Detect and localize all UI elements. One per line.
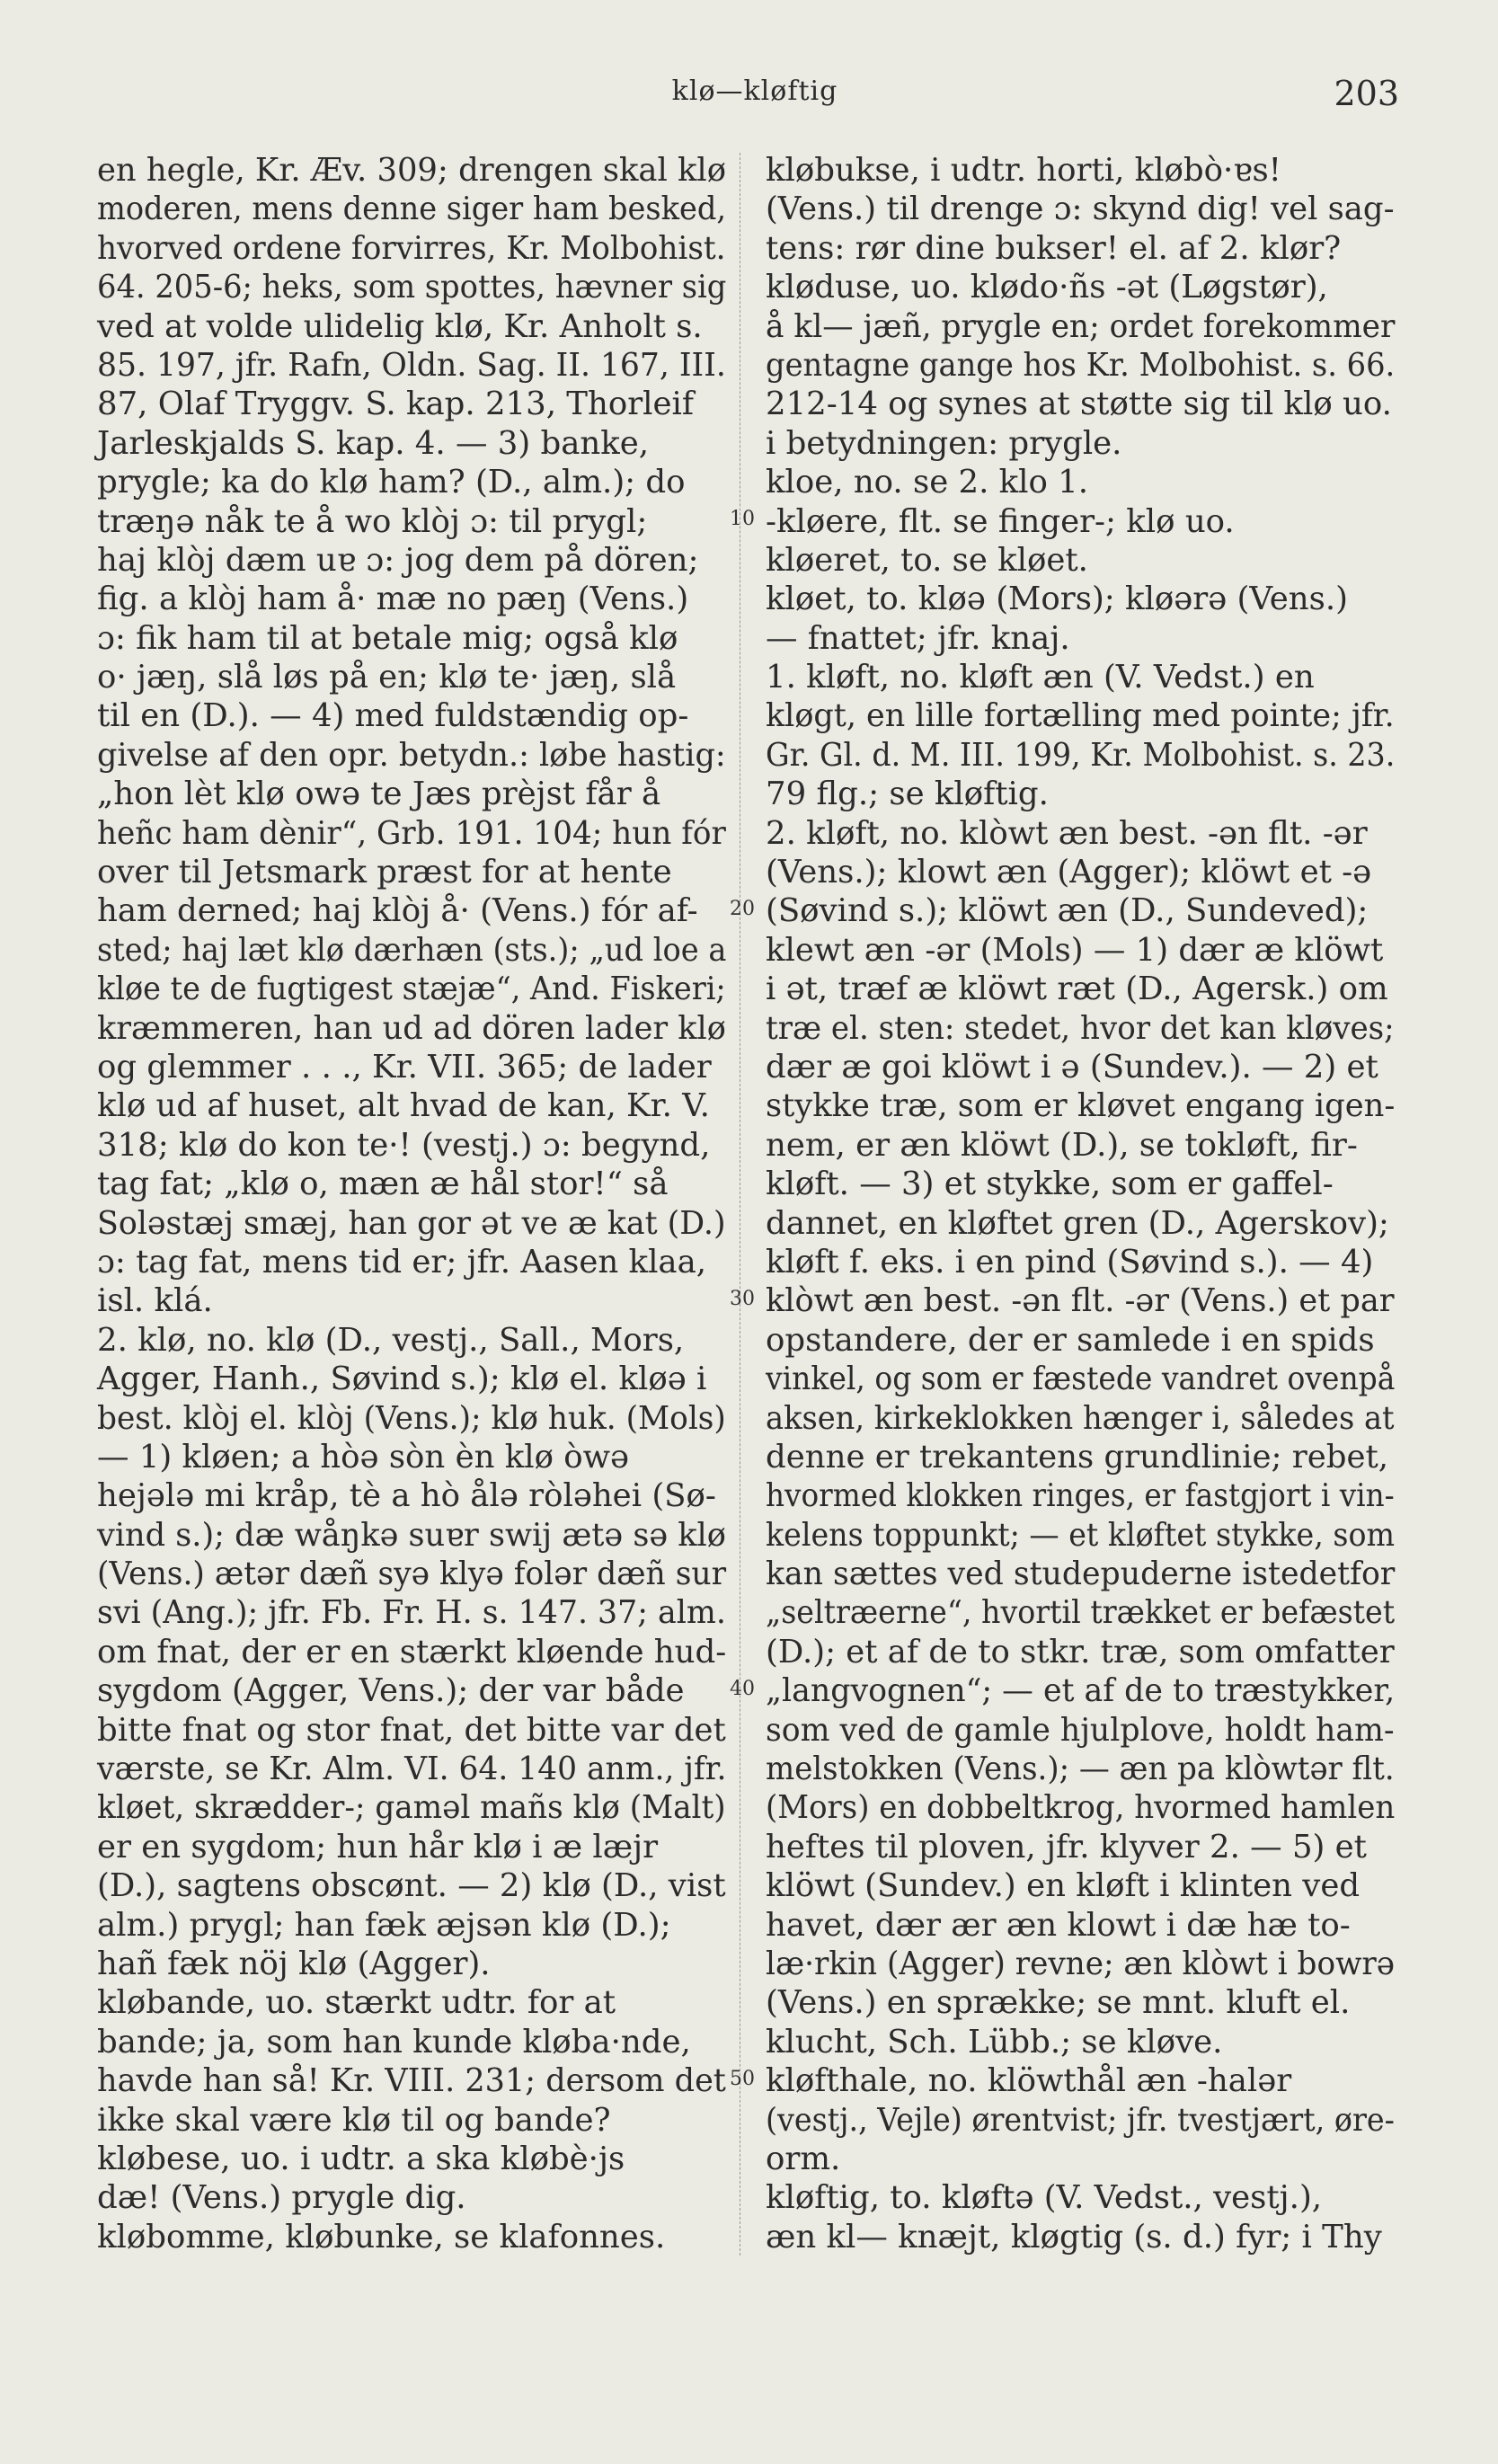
text-line: kløet, to. kløə (Mors); kløərə (Vens.) <box>766 581 1349 618</box>
left-column <box>97 151 726 2256</box>
text-line: kløeret, to. se kløet. <box>766 541 1088 579</box>
text-line: klø ud af huset, alt hvad de kan, Kr. V. <box>97 1087 710 1125</box>
text-line: tag fat; „klø o, mæn æ hål stor!“ så <box>97 1166 669 1203</box>
text-line: best. klòj el. klòj (Vens.); klø huk. (Mols) <box>97 1399 726 1437</box>
text-line: som ved de gamle hjulplove, holdt ham- <box>766 1711 1395 1749</box>
text-line: træ el. sten: stedet, hvor det kan kløves; <box>766 1009 1395 1047</box>
text-line: sted; haj læt klø dærhæn (sts.); „ud loe a <box>97 931 727 969</box>
right-column <box>766 151 1395 2256</box>
text-line: læ·rkin (Agger) revne; æn klòwt i bowrə <box>766 1945 1395 1982</box>
text-line: Soləstæj smæj, han gor ət ve æ kat (D.) <box>97 1204 726 1242</box>
text-line: kløet, skrædder-; gaməl mañs klø (Malt) <box>97 1789 726 1827</box>
text-line: givelse af den opr. betydn.: løbe hastig: <box>97 736 726 774</box>
text-line: Gr. Gl. d. M. III. 199, Kr. Molbohist. s. 23. <box>766 736 1396 774</box>
text-line: vind s.); dæ wåŋkə suɐr swij ætə sə klø <box>97 1516 726 1554</box>
text-line: ved at volde ulidelig klø, Kr. Anholt s. <box>97 307 703 345</box>
line-number: 40 <box>730 1678 755 1700</box>
text-line: 2. kløft, no. klòwt æn best. -ən flt. -ər <box>766 814 1368 852</box>
text-line: kløft f. eks. i en pind (Søvind s.). — 4) <box>766 1243 1374 1281</box>
text-line: 1. kløft, no. kløft æn (V. Vedst.) en <box>766 659 1315 696</box>
text-line: hvormed klokken ringes, er fastgjort i vin- <box>766 1477 1395 1515</box>
text-line: kløft. — 3) et stykke, som er gaffel- <box>766 1166 1334 1203</box>
text-line: havde han så! Kr. VIII. 231; dersom det <box>97 2062 726 2100</box>
text-line: å kl— jæñ, prygle en; ordet forekommer <box>766 307 1396 345</box>
text-line: heftes til ploven, jfr. klyver 2. — 5) et <box>766 1828 1367 1866</box>
text-line: kløbande, uo. stærkt udtr. for at <box>97 1984 616 2022</box>
text-line: kløduse, uo. klødo·ñs -ət (Løgstør), <box>766 269 1328 306</box>
text-line: dær æ goi klöwt i ə (Sundev.). — 2) et <box>766 1048 1378 1086</box>
text-line: stykke træ, som er kløvet engang igen- <box>766 1087 1396 1125</box>
text-line: kløfthale, no. klöwthål æn -halər <box>766 2062 1292 2100</box>
text-line: kløbomme, kløbunke, se klafonnes. <box>97 2218 666 2256</box>
text-line: kløbese, uo. i udtr. a ska kløbè·js <box>97 2140 625 2177</box>
text-line: bande; ja, som han kunde kløba·nde, <box>97 2023 691 2061</box>
text-line: æn kl— knæjt, kløgtig (s. d.) fyr; i Thy <box>766 2218 1382 2256</box>
text-line: 87, Olaf Tryggv. S. kap. 213, Thorleif <box>97 386 695 423</box>
text-line: kelens toppunkt; — et kløftet stykke, som <box>766 1516 1396 1554</box>
text-line: 85. 197, jfr. Rafn, Oldn. Sag. II. 167, III. <box>97 346 726 384</box>
text-line: Agger, Hanh., Søvind s.); klø el. kløə i <box>97 1361 707 1398</box>
text-line: værste, se Kr. Alm. VI. 64. 140 anm., jfr. <box>97 1751 727 1788</box>
text-line: er en sygdom; hun hår klø i æ læjr <box>97 1828 659 1866</box>
running-title: klø—kløftig <box>671 75 838 107</box>
text-line: om fnat, der er en stærkt kløende hud- <box>97 1633 727 1671</box>
text-line: (Vens.); klowt æn (Agger); klöwt et -ə <box>766 854 1372 891</box>
text-line: moderen, mens denne siger ham besked, <box>97 191 726 228</box>
text-line: dannet, en kløftet gren (D., Agerskov); <box>766 1204 1389 1242</box>
text-line: 64. 205-6; heks, som spottes, hævner sig <box>97 269 727 306</box>
text-line: nem, er æn klöwt (D.), se tokløft, fir- <box>766 1126 1358 1164</box>
text-line: „hon lèt klø owə te Jæs prèjst får å <box>97 776 661 813</box>
text-line: bitte fnat og stor fnat, det bitte var det <box>97 1711 726 1749</box>
line-number: 10 <box>730 508 755 530</box>
line-number: 50 <box>730 2068 755 2090</box>
text-line: (Vens.) til drenge ɔ: skynd dig! vel sag- <box>766 191 1395 228</box>
text-line: kan sættes ved studepuderne istedetfor <box>766 1556 1396 1593</box>
text-line: dæ! (Vens.) prygle dig. <box>97 2179 466 2217</box>
text-line: klewt æn -ər (Mols) — 1) dær æ klöwt <box>766 931 1384 969</box>
text-line: træŋə nåk te å wo klòj ɔ: til prygl; <box>97 502 648 540</box>
text-line: orm. <box>766 2140 841 2177</box>
text-line: tens: rør dine bukser! el. af 2. klør? <box>766 229 1342 267</box>
text-line: en hegle, Kr. Æv. 309; drengen skal klø <box>97 152 727 189</box>
text-line: vinkel, og som er fæstede vandret ovenpå <box>766 1361 1396 1398</box>
text-line: i ət, træf æ klöwt ræt (D., Agersk.) om <box>766 971 1388 1008</box>
text-line: denne er trekantens grundlinie; rebet, <box>766 1438 1389 1476</box>
text-line: (Søvind s.); klöwt æn (D., Sundeved); <box>766 892 1369 930</box>
line-number: 20 <box>730 898 755 920</box>
text-line: i betydningen: prygle. <box>766 424 1122 462</box>
text-line: ham derned; haj klòj å· (Vens.) fór af- <box>97 892 698 930</box>
text-line: 318; klø do kon te·! (vestj.) ɔ: begynd, <box>97 1126 711 1164</box>
text-line: klòwt æn best. -ən flt. -ər (Vens.) et par <box>766 1282 1395 1320</box>
text-line: „langvognen“; — et af de to træstykker, <box>766 1672 1396 1710</box>
text-line: (vestj., Vejle) ørentvist; jfr. tvestjært, øre- <box>766 2101 1395 2139</box>
text-line: — fnattet; jfr. knaj. <box>766 619 1070 657</box>
text-line: fig. a klòj ham å· mæ no pæŋ (Vens.) <box>97 581 689 618</box>
text-line: opstandere, der er samlede i en spids <box>766 1321 1375 1359</box>
text-line: (D.); et af de to stkr. træ, som omfatter <box>766 1633 1395 1671</box>
text-line: kløgt, en lille fortælling med pointe; jfr. <box>766 697 1395 735</box>
text-line: (Mors) en dobbeltkrog, hvormed hamlen <box>766 1789 1396 1827</box>
text-line: havet, dær ær æn klowt i dæ hæ to- <box>766 1906 1351 1944</box>
text-line: over til Jetsmark præst for at hente <box>97 854 672 891</box>
text-line: sygdom (Agger, Vens.); der var både <box>97 1672 685 1710</box>
text-line: ɔ: fik ham til at betale mig; også klø <box>97 619 678 657</box>
text-line: kløe te de fugtigest stæjæ“, And. Fiskeri; <box>97 971 726 1008</box>
page-number: 203 <box>1334 74 1399 113</box>
text-line: o· jæŋ, slå løs på en; klø te· jæŋ, slå <box>97 659 677 696</box>
text-line: kløbukse, i udtr. horti, kløbò·ɐs! <box>766 152 1281 189</box>
text-line: gentagne gange hos Kr. Molbohist. s. 66. <box>766 346 1396 384</box>
text-line: (Vens.) en sprække; se mnt. kluft el. <box>766 1984 1351 2022</box>
text-line: (D.), sagtens obscønt. — 2) klø (D., vist <box>97 1867 726 1905</box>
page-header <box>0 56 1498 119</box>
text-line: prygle; ka do klø ham? (D., alm.); do <box>97 464 686 501</box>
text-line: aksen, kirkeklokken hænger i, således at <box>766 1399 1395 1437</box>
text-line: haj klòj dæm uɐ ɔ: jog dem på dören; <box>97 541 699 579</box>
text-line: heñc ham dènir“, Grb. 191. 104; hun fór <box>97 814 726 852</box>
text-line: hvorved ordene forvirres, Kr. Molbohist. <box>97 229 726 267</box>
text-line: kløftig, to. kløftə (V. Vedst., vestj.), <box>766 2179 1323 2217</box>
line-number: 30 <box>730 1288 755 1310</box>
text-line: klöwt (Sundev.) en kløft i klinten ved <box>766 1867 1361 1905</box>
text-line: ikke skal være klø til og bande? <box>97 2101 611 2139</box>
text-line: 2. klø, no. klø (D., vestj., Sall., Mors, <box>97 1321 685 1359</box>
text-line: til en (D.). — 4) med fuldstændig op- <box>97 697 689 735</box>
text-line: ɔ: tag fat, mens tid er; jfr. Aasen klaa, <box>97 1243 707 1281</box>
text-line: hejələ mi kråp, tè a hò ålə ròləhei (Sø- <box>97 1477 716 1515</box>
text-line: 212-14 og synes at støtte sig til klø uo. <box>766 386 1392 423</box>
text-line: Jarleskjalds S. kap. 4. — 3) banke, <box>97 424 650 462</box>
text-line: 79 flg.; se kløftig. <box>766 776 1049 813</box>
text-line: svi (Ang.); jfr. Fb. Fr. H. s. 147. 37; alm. <box>97 1594 726 1632</box>
text-line: klucht, Sch. Lübb.; se kløve. <box>766 2023 1223 2061</box>
text-line: kloe, no. se 2. klo 1. <box>766 464 1089 501</box>
text-line: melstokken (Vens.); — æn pa klòwtər flt. <box>766 1751 1395 1788</box>
text-line: -kløere, flt. se finger-; klø uo. <box>766 502 1235 540</box>
text-line: — 1) kløen; a hòə sòn èn klø òwə <box>97 1438 630 1476</box>
text-line: kræmmeren, han ud ad dören lader klø <box>97 1009 726 1047</box>
text-line: og glemmer . . ., Kr. VII. 365; de lader <box>97 1048 712 1086</box>
text-line: isl. klá. <box>97 1282 213 1320</box>
text-line: hañ fæk nöj klø (Agger). <box>97 1945 491 1982</box>
text-line: alm.) prygl; han fæk æjsən klø (D.); <box>97 1906 671 1944</box>
text-line: (Vens.) ætər dæñ syə klyə folər dæñ sur <box>97 1556 727 1593</box>
text-line: „seltræerne“, hvortil trækket er befæstet <box>766 1594 1396 1632</box>
